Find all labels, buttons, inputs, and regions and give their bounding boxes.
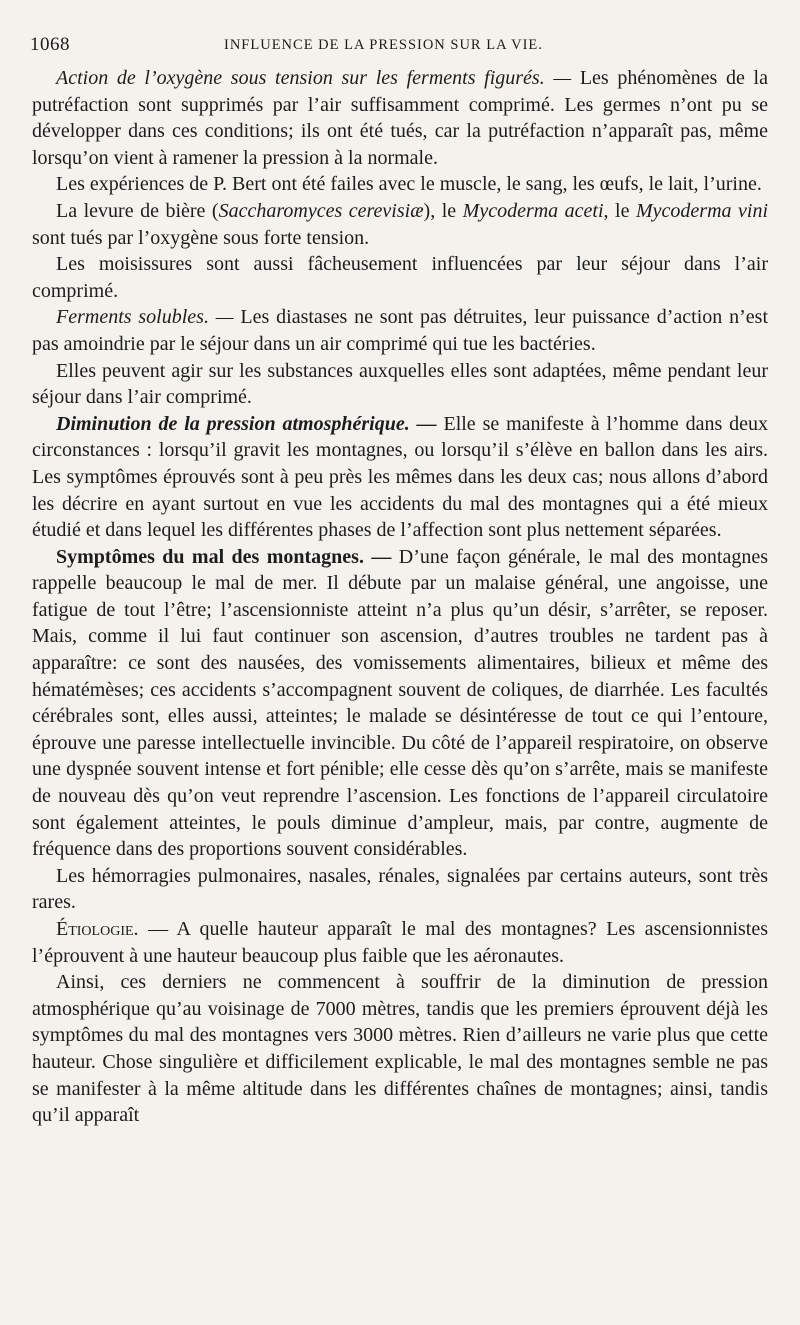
paragraph-text: Les phénomènes de la putréfaction sont supprimés par l’air suffisamment comprimé. Les germes n’ont pu se développer dans ces conditions; ils ont été tués, car la putréfaction n’apparaît pas, même lorsqu’on vient à ramener la pression à la normale. [32, 67, 768, 169]
paragraph-text: Elle se manifeste à l’homme dans deux circonstances : lorsqu’il gravit les montagnes, ou lorsqu’il s’élève en ballon dans les airs. Les symptômes éprouvés sont à peu près les mêmes dans les deux cas; nous allons d’abord les décrire en ayant surtout en vue les accidents du mal des montagnes qui a été mieux étudié et dans lequel les différentes phases de l’affection sont plus nettement séparées. [32, 412, 769, 542]
paragraph-text: La levure de bière ( [56, 199, 219, 222]
paragraph-molds [32, 251, 768, 304]
paragraph-lead-heading: Ferments solubles. — [56, 306, 234, 329]
body-text [32, 65, 768, 1129]
species-name: Saccharomyces cerevisiæ [218, 199, 424, 222]
paragraph-text: ), le [423, 199, 463, 222]
paragraph-altitude [32, 969, 768, 1129]
paragraph-text: Les diastases ne sont pas détruites, leur puissance d’action n’est pas amoindrie par le séjour dans un air comprimé qui tue les bactéries. [32, 306, 768, 355]
paragraph-text: D’une façon générale, le mal des montagnes rappelle beaucoup le mal de mer. Il débute par un malaise général, une angoisse, une fatigue de tout l’être; l’ascensionniste atteint n’a plus qu’un désir, s’arrêter, se reposer. Mais, comme il lui faut continuer son ascension, d’autres troubles ne tardent pas à apparaître: ce sont des nausées, des vomissements alimentaires, bilieux et même des hématémèses; ces accidents s’accompagnent souvent de coliques, de diarrhée. Les facultés cérébrales sont, elles aussi, atteintes; le malade se désintéresse de tout ce qui l’entoure, éprouve une paresse intellectuelle invincible. Du côté de l’appareil respiratoire, on observe une dyspnée souvent intense et fort pénible; elle cesse dès qu’on s’arrête, mais se manifeste de nouveau dès qu’on veut reprendre l’ascension. Les fonctions de l’appareil circulatoire sont également atteintes, le pouls diminue d’ampleur, mais, par contre, augmente de fréquence dans des proportions souvent considérables. [32, 545, 769, 861]
running-title: INFLUENCE DE LA PRESSION SUR LA VIE. [224, 37, 543, 53]
paragraph-bert-experiments [32, 171, 768, 198]
section-heading: Diminution de la pression atmosphérique. — [56, 412, 437, 435]
paragraph-text: A quelle hauteur apparaît le mal des montagnes? Les ascensionnistes l’éprouvent à une hauteur beaucoup plus faible que les aéronautes. [32, 918, 768, 967]
paragraph-oxygen-ferments [32, 65, 768, 171]
species-name: Mycoderma vini [636, 199, 769, 222]
paragraph-soluble-ferments [32, 304, 768, 357]
page-header [30, 34, 770, 58]
paragraph-text: sont tués par l’oxygène sous forte tension. [32, 226, 370, 249]
paragraph-text: Les moisissures sont aussi fâcheusement influencées par leur séjour dans l’air comprimé. [32, 253, 768, 302]
page-number: 1068 [30, 34, 70, 55]
paragraph-text: Ainsi, ces derniers ne commencent à souffrir de la diminution de pression atmosphérique qu’au voisinage de 7000 mètres, tandis que les premiers éprouvent déjà les symptômes du mal des montagnes vers 3000 mètres. Rien d’ailleurs ne varie plus que cette hauteur. Chose singulière et difficilement explicable, le mal des montagnes semble ne pas se manifester à la même altitude dans les différentes chaînes de montagnes; ainsi, tandis qu’il apparaît [32, 971, 768, 1127]
paragraph-atmospheric-pressure [32, 411, 768, 544]
paragraph-lead-heading: Action de l’oxygène sous tension sur les ferments figurés. — [56, 67, 572, 89]
section-heading: Étiologie. — [56, 918, 169, 940]
paragraph-text: Les hémorragies pulmonaires, nasales, rénales, signalées par certains auteurs, sont très rares. [32, 864, 768, 914]
section-heading: Symptômes du mal des montagnes. — [56, 545, 392, 568]
paragraph-text: , le [603, 199, 636, 222]
paragraph-etiology [32, 916, 768, 969]
paragraph-text: Elles peuvent agir sur les substances auxquelles elles sont adaptées, même pendant leur séjour dans l’air comprimé. [32, 359, 768, 409]
paragraph-adapted-substances [32, 358, 768, 411]
paragraph-yeast [32, 198, 768, 251]
species-name: Mycoderma aceti [462, 199, 604, 222]
paragraph-mountain-sickness-symptoms [32, 544, 768, 863]
paragraph-hemorrhages [32, 863, 768, 916]
paragraph-text: Les expériences de P. Bert ont été failes avec le muscle, le sang, les œufs, le lait, l’urine. [56, 173, 762, 196]
